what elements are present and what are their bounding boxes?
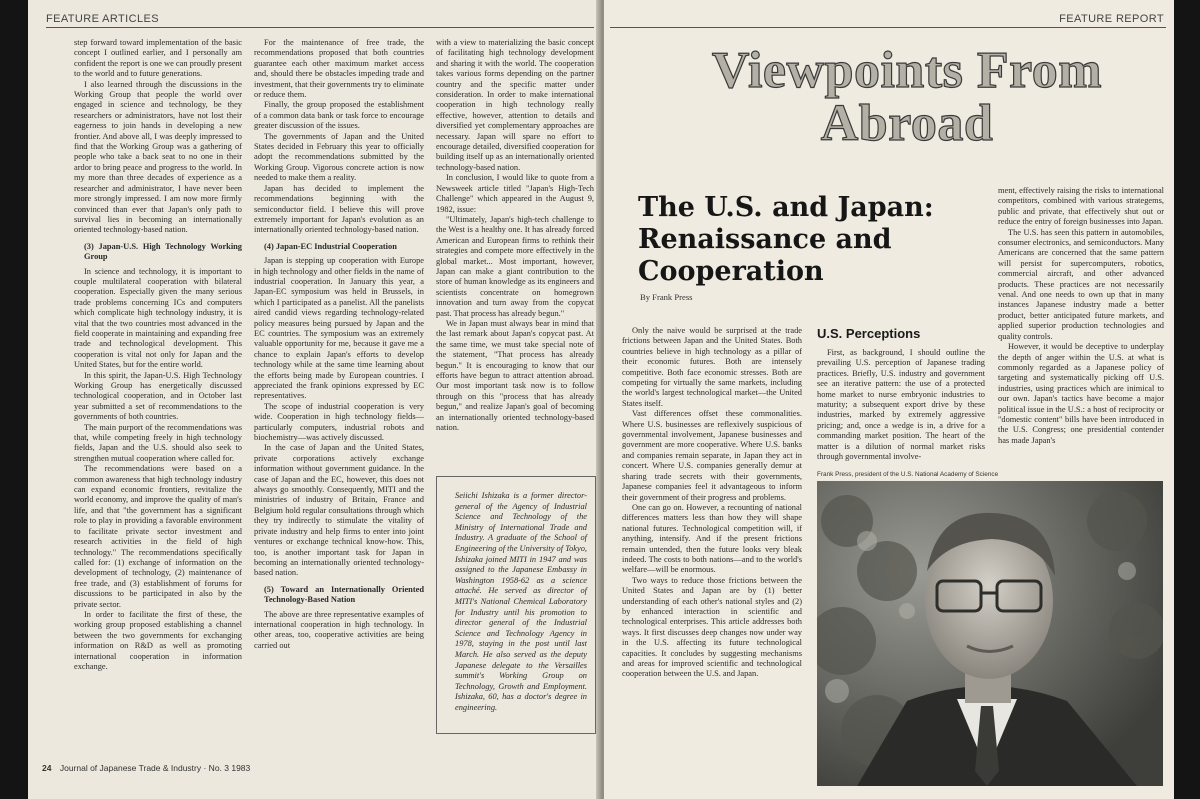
subheading: (4) Japan-EC Industrial Cooperation <box>264 241 397 251</box>
paragraph: Finally, the group proposed the establishment of a common data bank or task force to encourage greater discussion of the issues. <box>254 100 424 131</box>
article-column-1 <box>622 326 802 746</box>
feature-title: Viewpoints From Abroad <box>711 42 1103 152</box>
text-column-1 <box>74 38 242 744</box>
paragraph: We in Japan must always bear in mind that the last remark about Japan's copycat past. At the same time, we must take special note of the statement, "That process has already begun." It is encouraging to know that our efforts have begun to attract attention abroad. Our most important task now is to follow through on this "process that has already begun," and realize Japan's goal of becoming an internationally oriented technology-based nation. <box>436 318 594 433</box>
section-header-label: FEATURE ARTICLES <box>46 13 159 25</box>
subheading: (5) Toward an Internationally Oriented Technology-Based Nation <box>264 584 424 605</box>
paragraph: I also learned through the discussions in the Working Group that people the world over engaged in science and technology, be they researchers or administrators, have not lost their eagerness to join hands in developing a new frontier. And above all, I was deeply impressed to find that the Working Group was a gathering of people who take a back seat to no one in their ardor to bring peace and progress to the world. In my more than three decades of experience as a researcher and administrator, I have never been more strongly impressed. I am now more firmly convinced than ever that Japan's only path to survival lies in becoming an internationally oriented technology-based nation. <box>74 79 242 235</box>
paragraph: with a view to materializing the basic concept of facilitating high technology development and sharing it with the world. The cooperation takes various forms depending on the partner country and the specific matter under consideration. In order to make international cooperation in high technology really effective, however, attention to details and diversified yet complementary approaches are necessary. Japan will spare no effort to encourage detailed, diversified cooperation for building itself up as an internationally oriented technology-based nation. <box>436 38 594 172</box>
paragraph: The recommendations were based on a common awareness that high technology industry can expand economic frontiers, revitalize the world economy, and improve the quality of man's life, and that "the government has a significant role to play in providing a favorable environment to facilitate private sector investment and research activities in the field of high technology." The recommendations specifically called for: (1) exchange of information on the development of technology, (2) maintenance of free trade, and (3) establishment of forums for discussions to be participated in also by the private sector. <box>74 464 242 609</box>
page-footer <box>42 763 250 773</box>
left-page <box>28 0 600 799</box>
paragraph: For the maintenance of free trade, the recommendations proposed that both countries guarantee each other maximum market access and, should there be obstacles impeding trade and investment, that their governments try to eliminate or reduce them. <box>254 38 424 100</box>
paragraph: The above are three representative examples of international cooperation in high technology. In other areas, too, cooperative activities are being carried out <box>254 609 424 650</box>
paragraph: Vast differences offset these commonalities. Where U.S. businesses are reflexively suspicious of governmental involvement, Japanese businesses and government are more cooperative. Where U.S. banks and companies remain separate, in Japan they act in concert. Where U.S. companies generally demur at sharing trade secrets with their governments, Japanese companies feel it advantageous to inform their government of their progress and problems. <box>622 409 802 502</box>
text-column-2 <box>254 38 424 744</box>
article-column-3 <box>998 186 1164 468</box>
section-heading: U.S. Perceptions <box>817 326 921 341</box>
header-rule <box>46 27 594 28</box>
subheading: (3) Japan-U.S. High Technology Working Group <box>84 241 242 262</box>
paragraph: step forward toward implementation of the basic concept I outlined earlier, and I personally am confident the report is one we can proudly present to the world and to future generations. <box>74 38 242 79</box>
paragraph: First, as background, I should outline the prevailing U.S. perception of Japanese trading practices. Briefly, U.S. industry and government see an iterative pattern: the use of a protected home market to nurse embryonic industries to maturity; a subsequent export drive by these industries, marked by extremely aggressive pricing; and, once a wedge is in, a drive for a commanding market position. The heart of the matter is a dilution of normal market risks through governmental involve- <box>817 348 985 462</box>
portrait-illustration <box>817 481 1163 786</box>
paragraph: The U.S. has seen this pattern in automobiles, consumer electronics, and semiconductors. Many Americans are concerned that the same pattern will persist for supercomputers, robotics, commercial aircraft, and other advanced products. These practices are not necessarily venal. And one needs to own up that in many instances Japanese industry made a better product, better anticipated future markets, and applied superior production technologies and quality controls. <box>998 227 1164 341</box>
paragraph: The main purport of the recommendations was that, while competing freely in high technology fields, Japan and the U.S. should also seek to strengthen mutual cooperation where called for. <box>74 422 242 463</box>
byline: By Frank Press <box>640 292 693 302</box>
paragraph: However, it would be deceptive to underplay the depth of anger within the U.S. at what is commonly regarded as a Japanese policy of targeting and systematically picking off U.S. industries, using practices which are inimical to our own. Japan's tactics have become a major political issue in the U.S.: a host of reciprocity or "domestic content" bills have been introduced in the U.S. Congress; one presidential contender has made Japan's <box>998 342 1164 445</box>
paragraph: Japan has decided to implement the recommendations beginning with the semiconductor field. I believe this will prove extremely important for Japan's evolution as an internationally oriented technology-based nation. <box>254 183 424 235</box>
author-bio-box: Seiichi Ishizaka is a former director-general of the Agency of Industrial Science and Technology of the Ministry of International Trade and Industry. A graduate of the School of Engineering of the University of Tokyo, Ishizaka joined MITI in 1947 and was assigned to the Japanese Embassy in Washington 1958-62 as a science attaché. He served as director of MITI's National Chemical Laboratory for Industry until his promotion to director general of the Industrial Science and Technology Agency in 1978, staying in the post until last March. He also served as the deputy Japanese delegate to the Versailles summit's Working Group on Technology, Growth and Employment. Ishizaka, 60, has a doctor's degree in engineering. <box>436 476 596 734</box>
paragraph: Japan is stepping up cooperation with Europe in high technology and other fields in the name of industrial cooperation. In January this year, a Japan-EC symposium was held in Brussels, in which I participated as a panelist. All the panelists aired candid views regarding technology-related policy measures being pursued by Japan and the EC countries. The symposium was an extremely valuable opportunity for me, because it gave me a chance to explain Japan's efforts to develop technology while at the same time learning about the efforts being made by European countries. I appreciated the frank opinions expressed by EC representatives. <box>254 256 424 401</box>
paragraph: The scope of industrial cooperation is very wide. Cooperation in high technology fields—particularly computers, industrial robots and biochemistry—was actively discussed. <box>254 401 424 443</box>
section-header-label: FEATURE REPORT <box>1059 13 1164 25</box>
article-column-2 <box>817 348 985 466</box>
paragraph: In science and technology, it is important to couple multilateral cooperation with bilateral cooperation. Especially given the many serious trade problems concerning ICs and computers which complicate high technology industry, it is vital that the two countries most advanced in the field cooperate in maintaining and expanding free trade and technological development. This cooperation is vital not only for Japan and the United States, but for the entire world. <box>74 266 242 370</box>
journal-name: Journal of Japanese Trade & Industry · No. 3 1983 <box>59 763 251 773</box>
paragraph: The governments of Japan and the United States decided in February this year to officially adopt the recommendations submitted by the Working Group. Vigorous concrete action is now needed to make them a reality. <box>254 131 424 183</box>
author-photo <box>817 481 1163 786</box>
paragraph: Two ways to reduce those frictions between the United States and Japan are by (1) better understanding of each other's national styles and (2) by enhanced interaction in scientific and technological enterprises. This article addresses both ways. It first discusses deep changes now under way in the U.S. affecting its future technological capacities. It concludes by suggesting mechanisms and areas for improved scientific and technological cooperation between the U.S. and Japan. <box>622 575 802 679</box>
paragraph: In the case of Japan and the United States, private corporations actively exchange information without government guidance. In the case of Japan and the EC, however, this does not always go smoothly. Consequently, MITI and the ministries of industry of Britain, France and Belgium hold regular consultations through which they try indirectly to stimulate the vitality of private industry and help firms to enter into joint ventures or exchange technical know-how. This, too, is another important task for Japan in becoming an internationally oriented technology-based nation. <box>254 443 424 578</box>
paragraph: "Ultimately, Japan's high-tech challenge to the West is a healthy one. It has already forced American and European firms to rethink their strategies and compete more effectively in the global market... Most important, however, Japan can make a giant contribution to the store of human knowledge as its engineers and scientists concentrate on homegrown innovation and turn away from the copycat past. That process has already begun." <box>436 214 594 318</box>
page-number: 24 <box>42 763 52 773</box>
article-title: The U.S. and Japan: Renaissance and Cooperation <box>638 192 934 287</box>
header-rule <box>610 27 1166 28</box>
photo-caption: Frank Press, president of the U.S. National Academy of Science <box>817 471 999 478</box>
paragraph: In order to facilitate the first of these, the working group proposed establishing a channel between the two governments for exchanging information on R&D as well as promoting international cooperation in information exchange. <box>74 609 242 671</box>
paragraph: ment, effectively raising the risks to international competitors, combined with various strategems, public and private, that effectively shut out or reduce the entry of foreign businesses into Japan. <box>998 186 1164 227</box>
text-column-3 <box>436 38 594 448</box>
paragraph: Only the naive would be surprised at the trade frictions between Japan and the United States. Both countries believe in high technology as a pillar of their economic futures. Both are intensely competitive. Both face economic stresses. Both are competing for virtually the same markets, including the world's largest technological market—the United States itself. <box>622 326 802 408</box>
paragraph: In conclusion, I would like to quote from a Newsweek article titled "Japan's High-Tech Challenge" which appeared in the August 9, 1982, issue: <box>436 173 594 214</box>
paragraph: One can go on. However, a recounting of national differences matters less than how they will shape national futures. Technological competition will, if anything, intensify. And if the present frictions remain untended, then the future looks very bleak indeed. The costs to both nations—and to the world's welfare—will be enormous. <box>622 502 802 575</box>
paragraph: In this spirit, the Japan-U.S. High Technology Working Group has energetically discussed technological cooperation, and in October last year submitted a set of recommendations to the governments of both countries. <box>74 370 242 422</box>
